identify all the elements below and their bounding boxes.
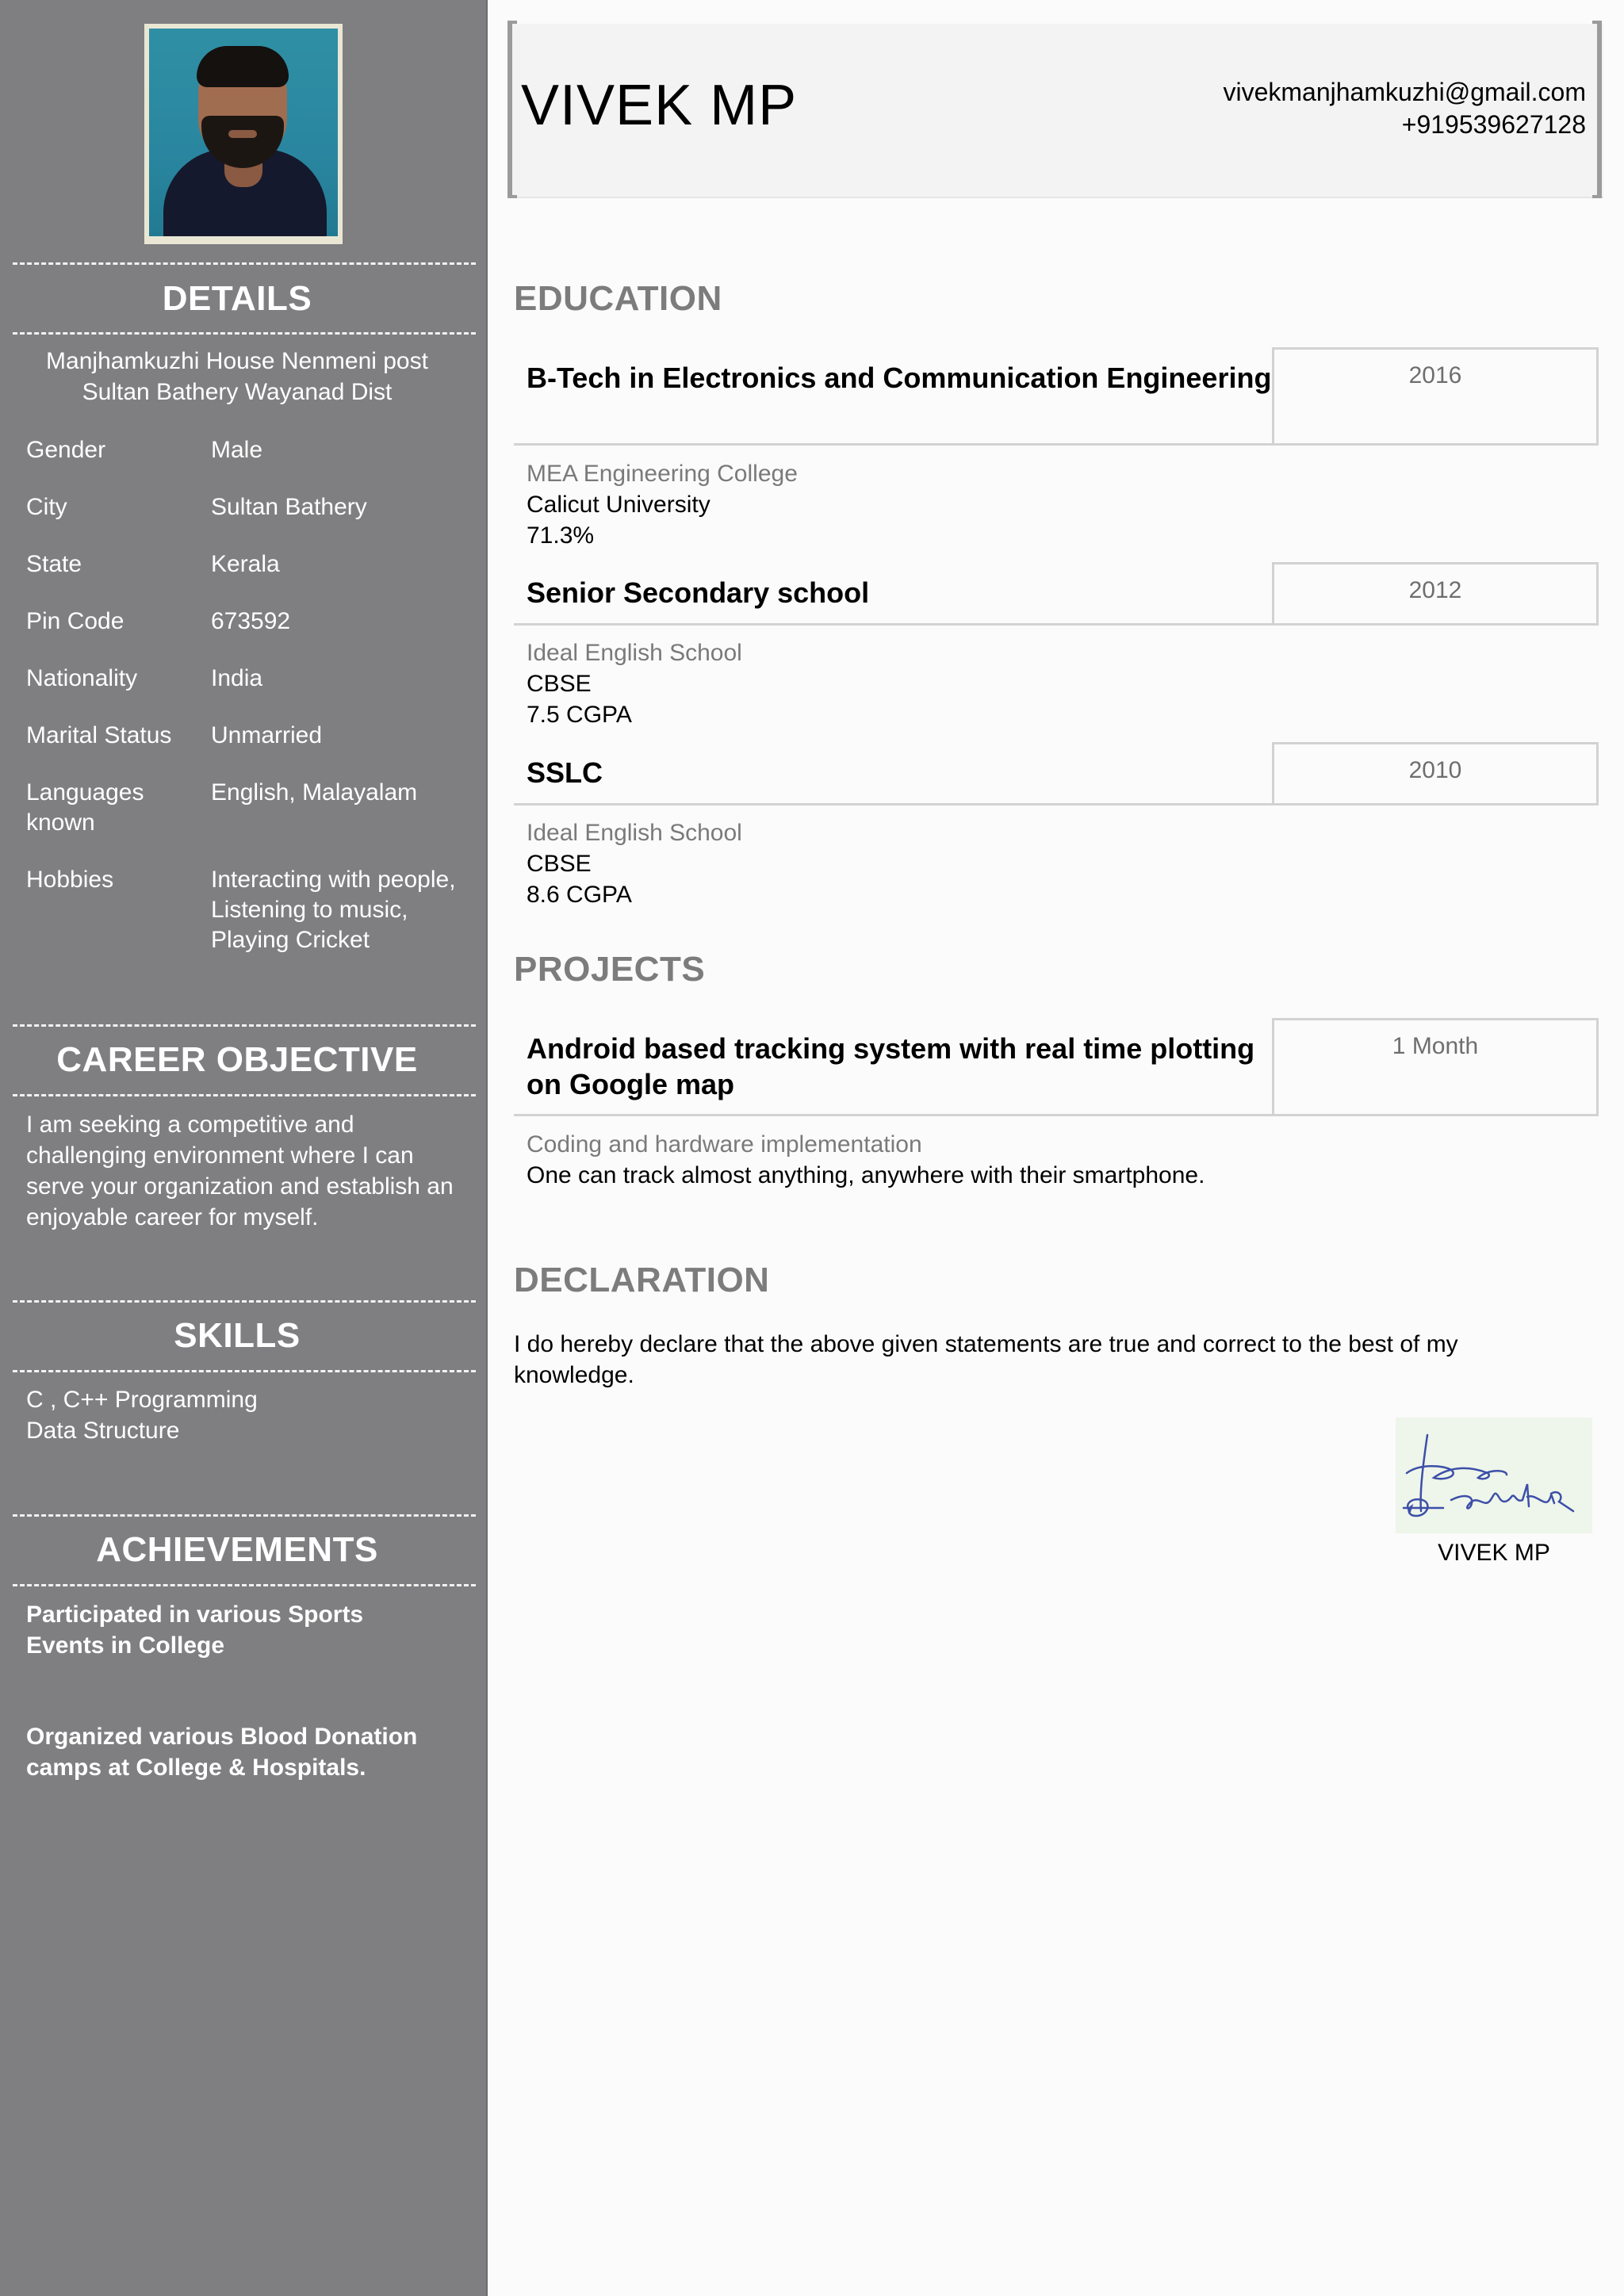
email-address[interactable]: vivekmanjhamkuzhi@gmail.com [1223, 78, 1586, 106]
divider [13, 1584, 476, 1586]
declaration-text: I do hereby declare that the above given statements are true and correct to the best of my knowledge. [514, 1331, 1458, 1388]
education-institution: Ideal English School [527, 640, 742, 666]
education-board: CBSE [527, 851, 592, 877]
skill-item: Data Structure [26, 1418, 180, 1444]
divider [13, 1024, 476, 1027]
project-role: Coding and hardware implementation [527, 1131, 922, 1158]
achievement-item: Participated in various Sports Events in College [26, 1601, 364, 1659]
divider [13, 1370, 476, 1372]
detail-label: Marital Status [26, 722, 172, 748]
divider [13, 262, 476, 265]
detail-label: Hobbies [26, 867, 114, 893]
detail-label: Languages known [26, 779, 144, 836]
sidebar [0, 0, 488, 2296]
education-score: 8.6 CGPA [527, 882, 632, 908]
detail-value: Kerala [211, 551, 280, 577]
achievement-item: Organized various Blood Donation camps at College & Hospitals. [26, 1724, 418, 1781]
candidate-name: VIVEK MP [521, 74, 798, 137]
skill-item: C , C++ Programming [26, 1387, 258, 1413]
detail-label: Nationality [26, 665, 138, 691]
header-bracket-left [508, 21, 517, 198]
education-title: SSLC [527, 756, 603, 789]
detail-value: Unmarried [211, 722, 323, 748]
education-institution: MEA Engineering College [527, 461, 798, 487]
education-year: 2016 [1272, 347, 1599, 446]
projects-heading: PROJECTS [514, 950, 706, 989]
education-heading: EDUCATION [514, 279, 722, 318]
divider [13, 1094, 476, 1096]
portrait-image [149, 29, 338, 236]
detail-value: India [211, 665, 263, 691]
skills-heading: SKILLS [174, 1316, 301, 1355]
detail-label: Pin Code [26, 608, 124, 634]
education-score: 7.5 CGPA [527, 702, 632, 728]
achievements-heading: ACHIEVEMENTS [96, 1530, 378, 1569]
detail-value: Interacting with people, Listening to music, Playing Cricket [211, 867, 456, 953]
education-year: 2012 [1272, 562, 1599, 626]
education-board: Calicut University [527, 492, 710, 518]
education-title: Senior Secondary school [527, 576, 870, 609]
project-duration: 1 Month [1272, 1018, 1599, 1116]
address [0, 346, 474, 408]
divider [13, 332, 476, 335]
phone-number[interactable]: +919539627128 [1401, 110, 1586, 139]
divider [13, 1300, 476, 1303]
declaration-heading: DECLARATION [514, 1261, 770, 1299]
contact-info [1223, 76, 1586, 141]
detail-value: English, Malayalam [211, 779, 418, 806]
education-year: 2010 [1272, 742, 1599, 806]
divider [13, 1514, 476, 1517]
address-line: Sultan Bathery Wayanad Dist [82, 379, 393, 405]
education-board: CBSE [527, 671, 592, 697]
detail-value: Sultan Bathery [211, 494, 367, 520]
detail-value: Male [211, 437, 263, 463]
detail-label: Gender [26, 437, 106, 463]
signature-image [1396, 1418, 1592, 1533]
address-line: Manjhamkuzhi House Nenmeni post [46, 348, 428, 374]
detail-label: State [26, 551, 82, 577]
signatory-name: VIVEK MP [1438, 1540, 1550, 1566]
project-title: Android based tracking system with real time plotting on Google map [527, 1032, 1255, 1100]
profile-photo [144, 24, 343, 244]
project-description: One can track almost anything, anywhere with their smartphone. [527, 1162, 1205, 1188]
career-objective-heading: CAREER OBJECTIVE [56, 1040, 418, 1079]
career-objective-text: I am seeking a competitive and challenging environment where I can serve your organization and establish an enjoyable career for myself. [26, 1112, 454, 1230]
detail-label: City [26, 494, 67, 520]
education-institution: Ideal English School [527, 820, 742, 846]
details-heading: DETAILS [162, 279, 312, 318]
detail-value: 673592 [211, 608, 291, 634]
education-score: 71.3% [527, 522, 595, 549]
education-title: B-Tech in Electronics and Communication Engineering [527, 362, 1272, 394]
header-bracket-right [1592, 21, 1602, 198]
signature-scribble [1396, 1418, 1592, 1533]
